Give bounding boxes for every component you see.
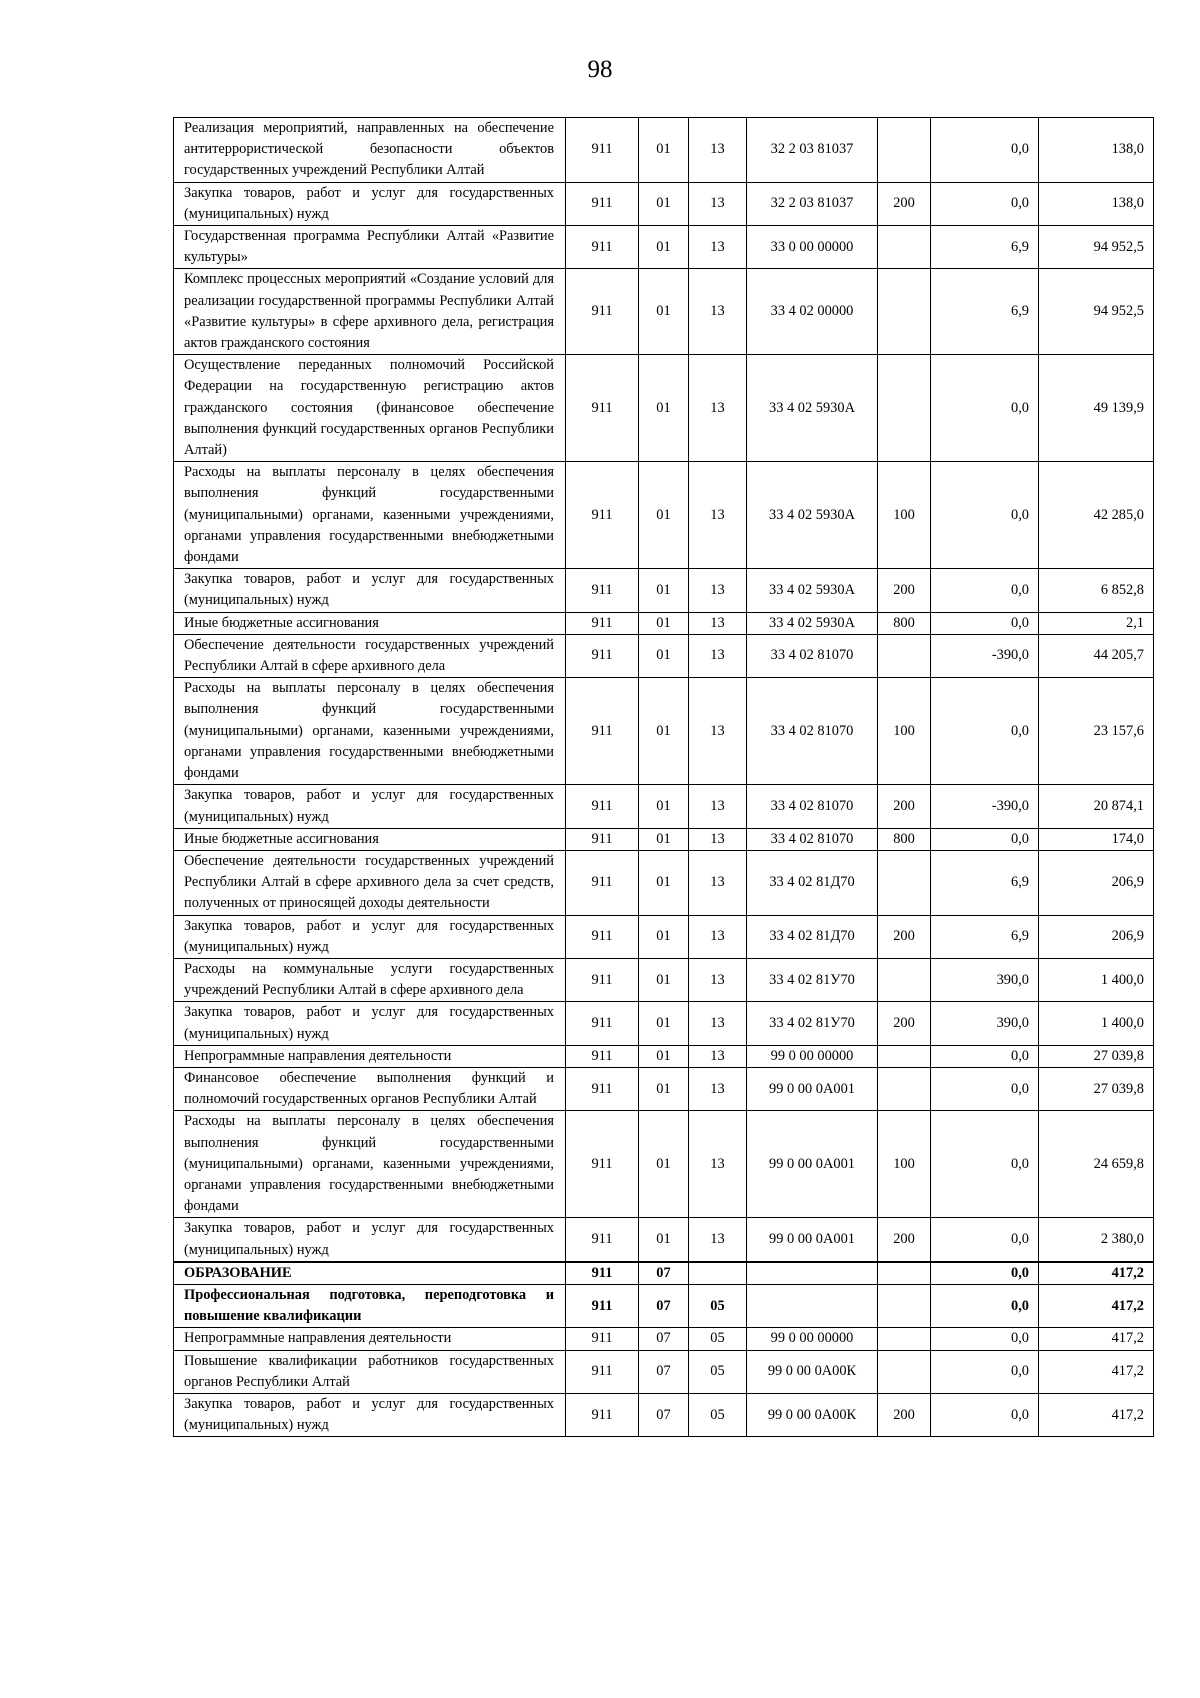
change-amount-cell: 0,0 [931,1393,1039,1436]
target-article-cell: 99 0 00 00000 [747,1328,878,1350]
target-article-cell: 33 4 02 81070 [747,828,878,850]
table-row [174,1111,1154,1218]
row-name: Иные бюджетные ассигнования [174,828,566,850]
expense-type-cell: 200 [878,785,931,828]
target-article-cell: 33 4 02 5930А [747,355,878,462]
table-row [174,915,1154,958]
subsection-cell: 05 [689,1328,747,1350]
total-amount-cell: 417,2 [1039,1328,1154,1350]
row-name: Обеспечение деятельности государственных учреждений Республики Алтай в сфере архивного дела за счет средств, полученных от приносящей доходы деятельности [174,850,566,915]
table-row [174,1067,1154,1110]
change-amount-cell: 0,0 [931,612,1039,634]
expense-type-cell: 100 [878,678,931,785]
total-amount-cell: 24 659,8 [1039,1111,1154,1218]
row-name: Непрограммные направления деятельности [174,1045,566,1067]
subsection-cell: 13 [689,226,747,269]
table-row [174,785,1154,828]
expense-type-cell [878,1350,931,1393]
total-amount-cell: 1 400,0 [1039,958,1154,1001]
table-row [174,1218,1154,1262]
row-name: Государственная программа Республики Алтай «Развитие культуры» [174,226,566,269]
total-amount-cell: 94 952,5 [1039,269,1154,355]
section-cell: 01 [639,269,689,355]
grbs-cell: 911 [566,1111,639,1218]
section-cell: 07 [639,1262,689,1285]
subsection-cell: 13 [689,828,747,850]
target-article-cell: 99 0 00 0А001 [747,1218,878,1262]
total-amount-cell: 27 039,8 [1039,1067,1154,1110]
grbs-cell: 911 [566,915,639,958]
subsection-cell: 13 [689,1067,747,1110]
table-body [174,118,1154,1437]
row-name: Повышение квалификации работников государственных органов Республики Алтай [174,1350,566,1393]
change-amount-cell: 6,9 [931,850,1039,915]
change-amount-cell: 0,0 [931,1328,1039,1350]
total-amount-cell: 27 039,8 [1039,1045,1154,1067]
change-amount-cell: 390,0 [931,958,1039,1001]
target-article-cell [747,1262,878,1285]
expense-type-cell [878,1328,931,1350]
change-amount-cell: 0,0 [931,355,1039,462]
target-article-cell: 99 0 00 0А001 [747,1067,878,1110]
change-amount-cell: -390,0 [931,785,1039,828]
grbs-cell: 911 [566,1393,639,1436]
subsection-cell: 13 [689,1111,747,1218]
row-name: Обеспечение деятельности государственных учреждений Республики Алтай в сфере архивного дела [174,634,566,677]
total-amount-cell: 49 139,9 [1039,355,1154,462]
row-name: Закупка товаров, работ и услуг для государственных (муниципальных) нужд [174,1218,566,1262]
grbs-cell: 911 [566,1002,639,1045]
expense-type-cell: 200 [878,915,931,958]
grbs-cell: 911 [566,182,639,225]
grbs-cell: 911 [566,462,639,569]
row-name: Иные бюджетные ассигнования [174,612,566,634]
expense-type-cell [878,226,931,269]
total-amount-cell: 206,9 [1039,915,1154,958]
subsection-cell [689,1262,747,1285]
expense-type-cell: 200 [878,1002,931,1045]
grbs-cell: 911 [566,1328,639,1350]
target-article-cell: 33 4 02 81У70 [747,1002,878,1045]
total-amount-cell: 417,2 [1039,1393,1154,1436]
total-amount-cell: 2 380,0 [1039,1218,1154,1262]
subsection-cell: 13 [689,958,747,1001]
change-amount-cell: 6,9 [931,226,1039,269]
expense-type-cell [878,634,931,677]
table-row [174,958,1154,1001]
subsection-cell: 13 [689,118,747,183]
section-cell: 01 [639,226,689,269]
row-name: Закупка товаров, работ и услуг для государственных (муниципальных) нужд [174,785,566,828]
grbs-cell: 911 [566,355,639,462]
grbs-cell: 911 [566,269,639,355]
target-article-cell: 33 4 02 81У70 [747,958,878,1001]
total-amount-cell: 417,2 [1039,1350,1154,1393]
section-cell: 01 [639,1218,689,1262]
change-amount-cell: 0,0 [931,678,1039,785]
expense-type-cell [878,850,931,915]
target-article-cell: 33 4 02 5930А [747,612,878,634]
change-amount-cell: 0,0 [931,569,1039,612]
section-cell: 07 [639,1393,689,1436]
section-cell: 01 [639,612,689,634]
total-amount-cell: 417,2 [1039,1284,1154,1327]
total-amount-cell: 138,0 [1039,118,1154,183]
subsection-cell: 13 [689,612,747,634]
change-amount-cell: 6,9 [931,915,1039,958]
table-row [174,678,1154,785]
expense-type-cell [878,1284,931,1327]
section-cell: 01 [639,828,689,850]
grbs-cell: 911 [566,612,639,634]
row-name: Расходы на выплаты персоналу в целях обеспечения выполнения функций государственными (муниципальными) органами, казенными учреждениями, органами управления государственными внебюджетными фондами [174,462,566,569]
section-cell: 01 [639,678,689,785]
section-cell: 01 [639,569,689,612]
row-name: Закупка товаров, работ и услуг для государственных (муниципальных) нужд [174,182,566,225]
subsection-cell: 05 [689,1393,747,1436]
expense-type-cell [878,269,931,355]
table-row [174,269,1154,355]
expense-type-cell: 200 [878,1218,931,1262]
subsection-cell: 13 [689,1002,747,1045]
change-amount-cell: 0,0 [931,1350,1039,1393]
target-article-cell: 33 4 02 81070 [747,678,878,785]
section-cell: 01 [639,1045,689,1067]
section-cell: 07 [639,1350,689,1393]
target-article-cell: 32 2 03 81037 [747,118,878,183]
expense-type-cell: 100 [878,462,931,569]
grbs-cell: 911 [566,634,639,677]
target-article-cell: 99 0 00 0А00К [747,1350,878,1393]
section-cell: 01 [639,634,689,677]
change-amount-cell: -390,0 [931,634,1039,677]
grbs-cell: 911 [566,785,639,828]
target-article-cell: 33 4 02 81Д70 [747,915,878,958]
subsection-cell: 13 [689,850,747,915]
total-amount-cell: 20 874,1 [1039,785,1154,828]
row-name: Осуществление переданных полномочий Российской Федерации на государственную регистрацию актов гражданского состояния (финансовое обеспечение выполнения функций государственных органов Республики Алтай) [174,355,566,462]
expense-type-cell [878,1045,931,1067]
change-amount-cell: 0,0 [931,1067,1039,1110]
row-name: Расходы на выплаты персоналу в целях обеспечения выполнения функций государственными (муниципальными) органами, казенными учреждениями, органами управления государственными внебюджетными фондами [174,678,566,785]
subsection-cell: 13 [689,569,747,612]
change-amount-cell: 0,0 [931,462,1039,569]
grbs-cell: 911 [566,1045,639,1067]
total-amount-cell: 94 952,5 [1039,226,1154,269]
table-row [174,850,1154,915]
target-article-cell: 33 4 02 81070 [747,634,878,677]
row-name: ОБРАЗОВАНИЕ [174,1262,566,1285]
subsection-cell: 13 [689,678,747,785]
table-row [174,612,1154,634]
target-article-cell: 33 0 00 00000 [747,226,878,269]
change-amount-cell: 0,0 [931,1262,1039,1285]
grbs-cell: 911 [566,1262,639,1285]
expense-type-cell [878,958,931,1001]
grbs-cell: 911 [566,958,639,1001]
row-name: Расходы на коммунальные услуги государственных учреждений Республики Алтай в сфере архивного дела [174,958,566,1001]
target-article-cell: 99 0 00 00000 [747,1045,878,1067]
section-cell: 01 [639,1111,689,1218]
change-amount-cell: 0,0 [931,1218,1039,1262]
expense-type-cell: 200 [878,1393,931,1436]
total-amount-cell: 23 157,6 [1039,678,1154,785]
table-row [174,634,1154,677]
subsection-cell: 13 [689,355,747,462]
subsection-cell: 13 [689,269,747,355]
subsection-cell: 05 [689,1284,747,1327]
table-row [174,1045,1154,1067]
subsection-cell: 13 [689,634,747,677]
target-article-cell: 99 0 00 0А00К [747,1393,878,1436]
expense-type-cell [878,118,931,183]
expense-type-cell: 200 [878,182,931,225]
target-article-cell: 99 0 00 0А001 [747,1111,878,1218]
row-name: Расходы на выплаты персоналу в целях обеспечения выполнения функций государственными (муниципальными) органами, казенными учреждениями, органами управления государственными внебюджетными фондами [174,1111,566,1218]
table-row [174,1002,1154,1045]
total-amount-cell: 417,2 [1039,1262,1154,1285]
budget-table [173,117,1154,1437]
change-amount-cell: 0,0 [931,182,1039,225]
row-name: Закупка товаров, работ и услуг для государственных (муниципальных) нужд [174,915,566,958]
table-row-section [174,1284,1154,1327]
row-name: Непрограммные направления деятельности [174,1328,566,1350]
section-cell: 01 [639,182,689,225]
row-name: Закупка товаров, работ и услуг для государственных (муниципальных) нужд [174,569,566,612]
table-row [174,226,1154,269]
grbs-cell: 911 [566,1218,639,1262]
change-amount-cell: 0,0 [931,1111,1039,1218]
target-article-cell: 33 4 02 81070 [747,785,878,828]
target-article-cell: 33 4 02 00000 [747,269,878,355]
subsection-cell: 13 [689,1045,747,1067]
grbs-cell: 911 [566,678,639,785]
expense-type-cell: 100 [878,1111,931,1218]
section-cell: 01 [639,1067,689,1110]
change-amount-cell: 390,0 [931,1002,1039,1045]
expense-type-cell [878,355,931,462]
total-amount-cell: 42 285,0 [1039,462,1154,569]
subsection-cell: 13 [689,1218,747,1262]
table-row [174,462,1154,569]
section-cell: 01 [639,850,689,915]
target-article-cell: 33 4 02 5930А [747,462,878,569]
row-name: Закупка товаров, работ и услуг для государственных (муниципальных) нужд [174,1393,566,1436]
change-amount-cell: 6,9 [931,269,1039,355]
section-cell: 01 [639,1002,689,1045]
table-row-section [174,1262,1154,1285]
change-amount-cell: 0,0 [931,1045,1039,1067]
row-name: Финансовое обеспечение выполнения функций и полномочий государственных органов Республики Алтай [174,1067,566,1110]
grbs-cell: 911 [566,569,639,612]
grbs-cell: 911 [566,118,639,183]
subsection-cell: 13 [689,462,747,569]
expense-type-cell [878,1262,931,1285]
grbs-cell: 911 [566,1067,639,1110]
section-cell: 01 [639,785,689,828]
subsection-cell: 13 [689,182,747,225]
target-article-cell: 33 4 02 5930А [747,569,878,612]
target-article-cell: 33 4 02 81Д70 [747,850,878,915]
total-amount-cell: 174,0 [1039,828,1154,850]
section-cell: 01 [639,462,689,569]
table-row [174,569,1154,612]
expense-type-cell: 800 [878,828,931,850]
grbs-cell: 911 [566,1350,639,1393]
total-amount-cell: 1 400,0 [1039,1002,1154,1045]
subsection-cell: 13 [689,915,747,958]
row-name: Реализация мероприятий, направленных на обеспечение антитеррористической безопасности объектов государственных учреждений Республики Алтай [174,118,566,183]
table-row [174,1350,1154,1393]
expense-type-cell: 200 [878,569,931,612]
table-row [174,182,1154,225]
change-amount-cell: 0,0 [931,118,1039,183]
section-cell: 07 [639,1328,689,1350]
grbs-cell: 911 [566,828,639,850]
total-amount-cell: 44 205,7 [1039,634,1154,677]
target-article-cell [747,1284,878,1327]
grbs-cell: 911 [566,1284,639,1327]
total-amount-cell: 6 852,8 [1039,569,1154,612]
table-row [174,828,1154,850]
section-cell: 07 [639,1284,689,1327]
table-row [174,355,1154,462]
subsection-cell: 05 [689,1350,747,1393]
row-name: Закупка товаров, работ и услуг для государственных (муниципальных) нужд [174,1002,566,1045]
total-amount-cell: 2,1 [1039,612,1154,634]
row-name: Комплекс процессных мероприятий «Создание условий для реализации государственной программы Республики Алтай «Развитие культуры» в сфере архивного дела, регистрация актов гражданского состояния [174,269,566,355]
page-number: 98 [587,56,613,83]
section-cell: 01 [639,355,689,462]
total-amount-cell: 206,9 [1039,850,1154,915]
expense-type-cell: 800 [878,612,931,634]
change-amount-cell: 0,0 [931,828,1039,850]
row-name: Профессиональная подготовка, переподготовка и повышение квалификации [174,1284,566,1327]
grbs-cell: 911 [566,226,639,269]
target-article-cell: 32 2 03 81037 [747,182,878,225]
section-cell: 01 [639,958,689,1001]
table-row [174,1393,1154,1436]
grbs-cell: 911 [566,850,639,915]
section-cell: 01 [639,915,689,958]
table-row [174,1328,1154,1350]
section-cell: 01 [639,118,689,183]
total-amount-cell: 138,0 [1039,182,1154,225]
table-row [174,118,1154,183]
change-amount-cell: 0,0 [931,1284,1039,1327]
subsection-cell: 13 [689,785,747,828]
expense-type-cell [878,1067,931,1110]
